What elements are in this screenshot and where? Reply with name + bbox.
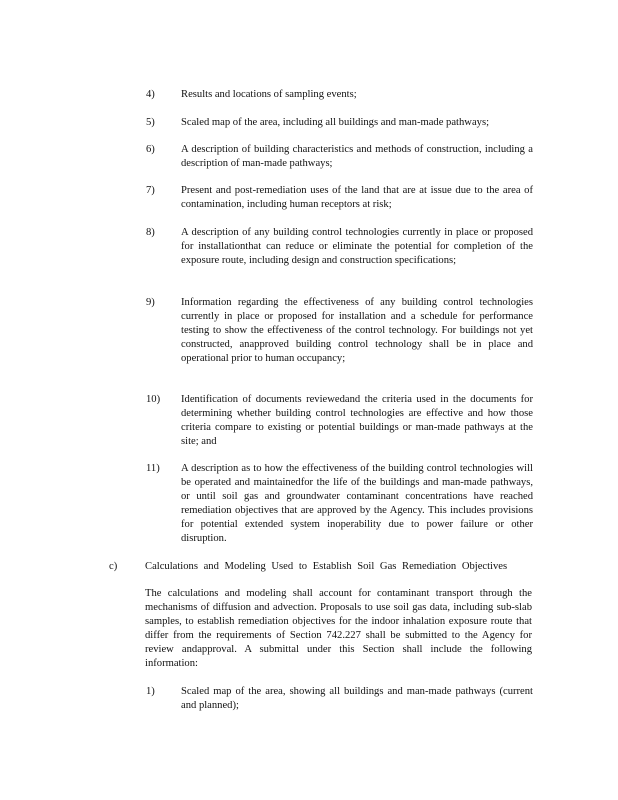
section-paragraph: The calculations and modeling shall account for contaminant transport through the mechanisms of diffusion and advection. Proposals to use soil gas data, including sub-slab samples, to establish remediation objectives for the indoor inhalation exposure route that differ from the requirements of Section 742.227 shall be submitted to the Agency for review andapproval. A submittal under this Section shall include the following information: [145, 588, 532, 669]
item-text: Results and locations of sampling events; [181, 89, 357, 100]
item-number: 11) [146, 463, 160, 474]
item-number: 7) [146, 185, 155, 196]
section-letter: c) [109, 561, 118, 572]
item-text: A description of building characteristics and methods of construction, including a description of man-made pathways; [181, 144, 533, 169]
item-text: Scaled map of the area, showing all buildings and man-made pathways (current and planned); [181, 686, 533, 711]
item-number: 5) [146, 117, 155, 128]
item-number: 8) [146, 227, 155, 238]
section-heading: Calculations and Modeling Used to Establish Soil Gas Remediation Objectives [145, 561, 508, 572]
item-number: 6) [146, 144, 155, 155]
item-text: Information regarding the effectiveness of any building control technologies currently in place or proposed for installation and a schedule for performance testing to show the effectiveness of the control technology. For buildings not yet constructed, anapproved building control technology shall be in place and operational prior to human occupancy; [181, 297, 533, 364]
item-number: 9) [146, 297, 155, 308]
item-text: Present and post-remediation uses of the land that are at issue due to the area of contamination, including human receptors at risk; [181, 185, 533, 210]
item-text: A description of any building control technologies currently in place or proposed for installationthat can reduce or eliminate the potential for completion of the exposure route, including design and construction specifications; [181, 227, 533, 266]
item-number: 4) [146, 89, 155, 100]
item-text: A description as to how the effectiveness of the building control technologies will be operated and maintainedfor the life of the buildings and man-made pathways, or until soil gas and groundwater contaminant concentrations have reached remediation objectives that are approved by the Agency. This includes provisions for potential extended system inoperability due to power failure or other disruption. [181, 463, 533, 544]
item-text: Identification of documents reviewedand the criteria used in the documents for determining whether building control technologies are effective and how those criteria compare to existing or potential buildings or man-made pathways at the site; and [181, 394, 533, 447]
item-number: 10) [146, 394, 161, 405]
item-number: 1) [146, 686, 155, 697]
item-text: Scaled map of the area, including all buildings and man-made pathways; [181, 117, 490, 128]
